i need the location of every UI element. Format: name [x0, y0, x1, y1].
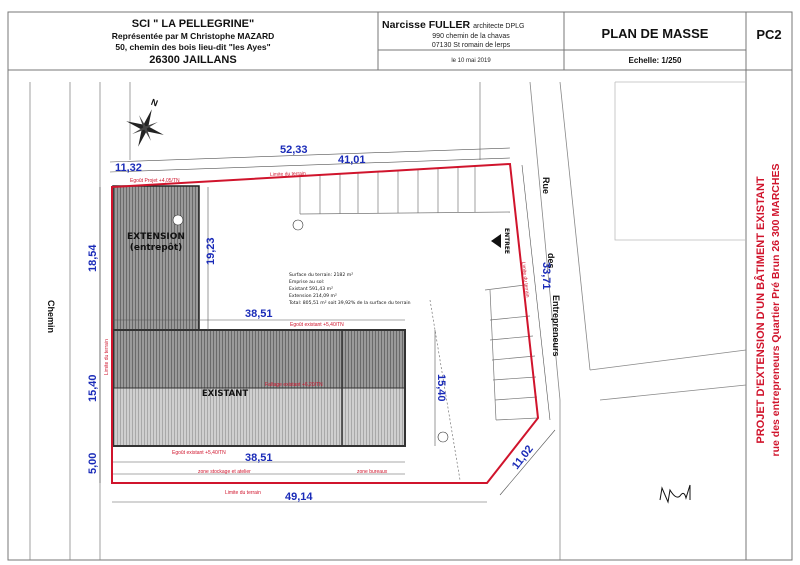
sewer-project: Egoût Projet +4,05/TN	[130, 178, 180, 184]
dim-right-side: 33,71	[540, 262, 552, 290]
surface-terrain: Surface du terrain: 2182 m²	[289, 273, 354, 278]
surface-total: Total: 805,51 m² soit 39,92% de la surface du terrain	[289, 301, 411, 306]
limit-left: Limite du terrain	[104, 339, 110, 375]
drawing-date: le 10 mai 2019	[451, 58, 491, 64]
surface-existing: Existant 591,43 m²	[289, 287, 333, 292]
architect	[382, 19, 524, 31]
street-rue: Rue	[541, 177, 551, 195]
street-des: des	[546, 253, 556, 269]
limit-top: Limite du terrain	[269, 170, 306, 178]
limit-right: Limite du terrain	[520, 261, 531, 298]
dim-diagonal: 11,02	[509, 443, 536, 472]
surface-extension: Extension 214,09 m²	[289, 294, 337, 299]
street-entrepreneurs: Entrepreneurs	[551, 295, 561, 357]
client-address: 50, chemin des bois lieu-dit "les Ayes"	[115, 42, 271, 52]
architect-address1: 990 chemin de la chavas	[432, 33, 510, 40]
project-description	[754, 164, 782, 457]
existing-label: EXISTANT	[201, 389, 249, 399]
surface-summary	[288, 272, 411, 306]
architect-address2: 07130 St romain de lerps	[431, 42, 511, 49]
architect-signature	[660, 485, 690, 502]
street-chemin: Chemin	[46, 300, 56, 334]
plan-scale: Echelle: 1/250	[628, 56, 682, 65]
architect-title: architecte DPLG	[473, 23, 525, 30]
client-rep: Représentée par M Christophe MAZARD	[111, 31, 275, 41]
client-name: SCI " LA PELLEGRINE"	[131, 18, 255, 30]
limit-bottom: Limite du terrain	[225, 490, 261, 496]
ridge-existing: Faîtage existant +6,20/TN	[265, 382, 323, 388]
zone-offices: zone bureaux	[357, 469, 388, 475]
dim-bottom-total: 49,14	[285, 491, 313, 503]
plan-title: PLAN DE MASSE	[601, 26, 709, 41]
surface-emprise: Emprise au sol:	[289, 280, 325, 285]
dim-top-right: 41,01	[338, 154, 366, 166]
client-city: 26300 JAILLANS	[149, 54, 237, 66]
sheet-code: PC2	[756, 27, 782, 42]
title-block	[112, 18, 782, 66]
existing-building	[113, 330, 405, 446]
dim-existing-width-bottom: 38,51	[245, 452, 273, 464]
north-label: N	[149, 96, 160, 109]
extension-label: EXTENSION	[127, 232, 185, 242]
extension-building	[113, 186, 199, 331]
dim-top-total: 52,33	[280, 144, 308, 156]
architect-name: Narcisse FULLER	[382, 19, 471, 31]
dim-left-middle: 15,40	[87, 374, 99, 402]
zone-storage: zone stockage et atelier	[198, 469, 251, 475]
dim-existing-depth: 15,40	[435, 374, 447, 402]
dim-left-upper: 18,54	[87, 244, 99, 272]
sewer-existing-top: Egoût existant +5,40/TN	[290, 322, 344, 328]
project-line1: PROJET D'EXTENSION D'UN BÂTIMENT EXISTANT	[755, 176, 767, 444]
dim-existing-width-top: 38,51	[245, 308, 273, 320]
entrance-label: ENTREE	[503, 228, 510, 255]
dim-left-lower: 5,00	[87, 452, 99, 474]
dim-top-left: 11,32	[115, 162, 142, 174]
entrance-arrow-icon	[491, 234, 501, 248]
north-arrow-icon	[119, 91, 174, 154]
dim-ext-depth: 19,23	[205, 237, 217, 265]
project-line2: rue des entrepreneurs Quartier Pré Brun 26 300 MARCHES	[770, 163, 782, 457]
extension-sublabel: (entrepôt)	[129, 243, 183, 253]
sewer-existing-bottom: Egoût existant +5,40/TN	[172, 450, 226, 456]
